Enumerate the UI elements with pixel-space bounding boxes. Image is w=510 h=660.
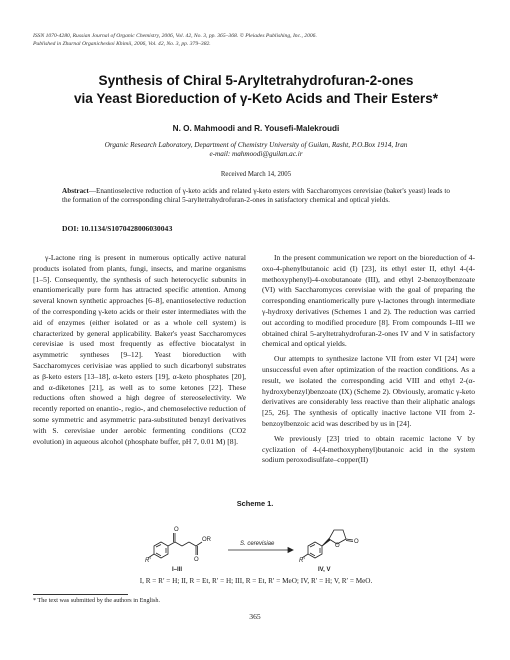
right-column xyxy=(262,253,475,466)
scheme-caption: I, R = R′ = H; II, R = Et, R′ = H; III, R = Et, R′ = MeO; IV, R′ = H; V, R′ = MeO. xyxy=(139,577,373,585)
footnote: * The text was submitted by the authors in English. xyxy=(33,597,161,604)
scheme-title: Scheme 1. xyxy=(236,499,274,508)
reagent-label: S. cerevisiae xyxy=(240,541,275,547)
left-paragraph-1: γ-Lactone ring is present in numerous optically active natural products isolated from plants, fungi, insects, and marine organisms [1–5]. Consequently, the synthesis of such heterocyclic subunits in enantiomerically pure form has attracted specific attention. Among several known synthetic approaches [6–8], enantioselective reduction of the corresponding γ-keto acids or their ester intermediates with the aid of enzymes (either isolated or as a whole cell system) is characterized by general applicability. Baker's yeast Saccharomyces cerevisiae is used most frequently as effective biocatalyst in asymmetric syntheses [9–12]. Yeast bioreduction with Saccharomyces cerivisiae was applied to such dicarbonyl substrates as β-keto esters [13–18], α-keto esters [19], α-keto phosphates [20], and α-diketones [21], as well as to some ketones [22]. These reductions often showed a high degree of stereoselectivity. We recently reported on enantio-, regio-, and chemoselective reduction of some symmetric and asymmetric para-substituted benzyl derivatives with S. cerevisiae under aerobic fermenting conditions (CO2 evolution) in aqueous alcohol (phosphate buffer, pH 7, 0.01 M) [8]. xyxy=(33,253,246,446)
abstract-text: —Enantioselective reduction of γ-keto acids and related γ-keto esters with Saccharomyces cerevisiae (baker's yeast) leads to the formation of the corresponding chiral 5-aryltetrahydrofuran-2-ones in satisfactory chemical and optical yields. xyxy=(62,187,450,205)
reactant-label: I–III xyxy=(172,567,183,573)
right-paragraph-1: In the present communication we report on the bioreduction of 4-oxo-4-phenylbutanoic acid (I) [23], its ethyl ester II, ethyl 4-(4-methoxyphenyl)-4-oxobutanoate (III), and ethyl 2-benzoylbenzoate (VI) with Saccharomyces cerevisiae with the goal of preparing the corresponding enantiomerically pure γ-lactones through intermediate γ-hydroxy derivatives (Schemes 1 and 2). The reduction was carried out according to modified procedure [8]. From compounds I–III we obtained chiral 5-aryltetrahydrofuran-2-ones IV and V in satisfactory chemical and optical yields. xyxy=(262,253,475,349)
authors: N. O. Mahmoodi and R. Yousefi-Malekroudi xyxy=(172,124,340,133)
article-title-line-1: Synthesis of Chiral 5-Aryltetrahydrofuran-2-ones xyxy=(98,73,414,88)
reactant-r-prime: R′ xyxy=(145,558,151,564)
footnote-rule xyxy=(33,594,128,595)
reaction-arrow xyxy=(228,548,293,553)
page-number: 365 xyxy=(249,612,261,621)
scheme-1-structures xyxy=(140,510,380,575)
reactant-structure xyxy=(148,533,202,558)
carbonyl-oxygen-label: O xyxy=(354,539,359,545)
abstract xyxy=(62,187,450,205)
abstract-label: Abstract xyxy=(62,187,89,195)
received-date: Received March 14, 2005 xyxy=(220,171,292,178)
product-r-prime: R′ xyxy=(299,558,305,564)
article-title-line-2: via Yeast Bioreduction of γ-Keto Acids and Their Esters* xyxy=(73,91,439,106)
left-column xyxy=(33,253,246,447)
product-structure xyxy=(302,530,353,558)
journal-header-line-1: ISSN 1070-4280, Russian Journal of Organic Chemistry, 2006, Vol. 42, No. 3, pp. 365–368. © Pleiades Publishing, Inc., 2006. xyxy=(33,33,317,39)
affiliation: Organic Research Laboratory, Department of Chemistry University of Guilan, Rasht, P.O.Box 1914, Iran xyxy=(104,141,408,149)
journal-header-line-2: Published in Zhurnal Organicheskoi Khimii, 2006, Vol. 42, No. 3, pp. 379–382. xyxy=(33,41,211,47)
doi: DOI: 10.1134/S107042800603004З xyxy=(62,224,173,233)
ester-oxygen-label: O xyxy=(194,557,199,563)
keto-oxygen-label: O xyxy=(174,527,179,533)
ester-or-label: OR xyxy=(202,537,211,543)
product-label: IV, V xyxy=(318,567,331,573)
right-paragraph-3: We previously [23] tried to obtain racemic lactone V by cyclization of 4-(4-methoxyphenyl)butanoic acid in the system sodium peroxodisulfate–copper(II) xyxy=(262,433,475,465)
ring-oxygen-label: O xyxy=(335,543,340,549)
right-paragraph-2: Our attempts to synthesize lactone VII from ester VI [24] were unsuccessful even after optimization of the reaction conditions. As a result, we isolated the corresponding acid VIII and ethyl 2-(α-hydroxybenzyl)benzoate (IX) (Scheme 2). Obviously, aromatic γ-keto derivatives are considerably less reactive than their aliphatic analogs [25, 26]. The synthesis of optically inactive lactone VII from 2-benzoylbenzoic acid was described by us in [24]. xyxy=(262,354,475,428)
lactone-ring xyxy=(329,530,346,544)
email: e-mail: mahmoodi@guilan.ac.ir xyxy=(209,150,303,158)
